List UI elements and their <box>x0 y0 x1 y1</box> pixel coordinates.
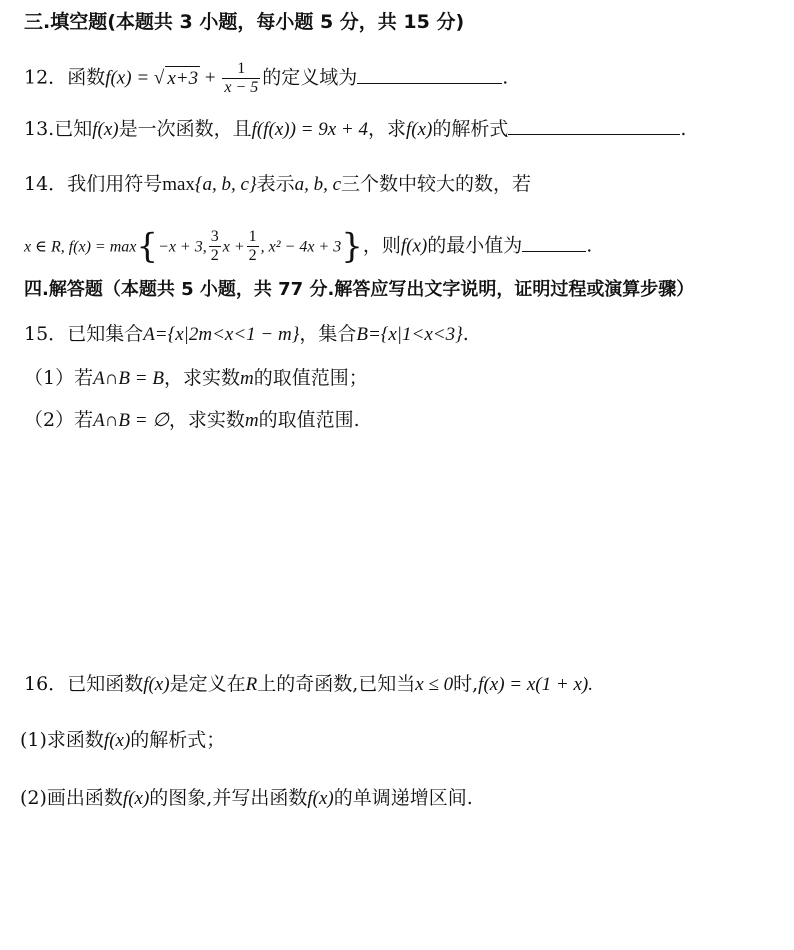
q16-cond: x ≤ 0 <box>415 674 454 695</box>
q14-f-num: 3 <box>210 228 219 245</box>
q14-fraction-3-2 <box>209 228 221 265</box>
q14-number: 14． <box>24 173 68 195</box>
q13-f2: f(f(x)) = 9x + 4 <box>251 119 368 140</box>
section-4-heading <box>24 278 694 302</box>
q15-p2-var: m <box>244 410 259 431</box>
q12-sqrt-content: x+3 <box>167 67 199 89</box>
q15-setB: B={x|1<x<3} <box>356 324 463 345</box>
q14-set: {a, b, c} <box>194 174 257 195</box>
question-16-part-1 <box>20 728 225 753</box>
q16-text1: 已知函数 <box>67 673 144 695</box>
q12-plus: + <box>200 67 221 89</box>
section-4-heading-text: 四.解答题（本题共 5 小题，共 77 分.解答应写出文字说明，证明过程或演算步骤） <box>24 279 695 300</box>
q16-p1-f: f(x) <box>103 730 131 751</box>
q16-p1-label: (1)求函数 <box>20 729 104 751</box>
q14-line2-lead: x ∈ R, f(x) = max <box>24 238 137 256</box>
q12-number: 12． <box>24 66 68 89</box>
question-14 <box>24 172 531 197</box>
q15-p1-text: ，求实数 <box>163 367 240 389</box>
q14-text3: 三个数中较大的数，若 <box>341 173 532 195</box>
q14-g-num: 1 <box>248 228 257 245</box>
q13-text1: 已知 <box>54 118 93 140</box>
q15-text2: ，集合 <box>299 323 357 345</box>
q14-f-den: 2 <box>210 247 219 264</box>
q16-R: R <box>245 674 258 695</box>
q16-p1-tail: 的解析式； <box>130 729 226 751</box>
q14-term2a: x + <box>222 238 245 256</box>
q16-text4: 时, <box>453 673 479 695</box>
q12-answer-blank[interactable] <box>357 65 502 84</box>
q16-text2: 是定义在 <box>169 673 246 695</box>
q12-frac-den: x − 5 <box>224 79 259 96</box>
question-15-part-2 <box>24 408 360 433</box>
section-3-heading-text: 三.填空题(本题共 3 小题，每小题 5 分，共 15 分) <box>24 11 465 33</box>
q16-p2-mid: 的图象,并写出函数 <box>149 787 308 809</box>
q15-p2-cond: A∩B = ∅ <box>93 410 169 431</box>
q15-number: 15． <box>24 323 68 345</box>
q13-text3: ，求 <box>368 118 407 140</box>
q16-p2-label: (2)画出函数 <box>20 787 123 809</box>
q14-end: . <box>586 234 593 257</box>
right-brace-icon: } <box>341 226 363 267</box>
q12-func: f(x) = <box>105 67 154 89</box>
question-14-line-2 <box>24 228 592 265</box>
q13-number: 13. <box>24 118 55 140</box>
q15-end: . <box>462 323 469 345</box>
q13-text2: 是一次函数，且 <box>118 118 252 140</box>
sqrt-sign: √ <box>153 67 165 89</box>
q12-end: . <box>502 66 509 89</box>
q14-term2b: , x² − 4x + 3 <box>260 238 342 256</box>
q16-number: 16． <box>24 673 68 695</box>
q12-frac-num: 1 <box>222 60 260 79</box>
q14-fx: f(x) <box>400 235 428 257</box>
section-3-heading <box>24 10 464 34</box>
q15-p1-cond: A∩B = B <box>93 368 164 389</box>
q14-text4: ，则 <box>362 234 401 257</box>
q15-text1: 已知集合 <box>67 323 144 345</box>
q13-text4: 的解析式 <box>432 118 509 140</box>
question-16 <box>24 672 593 697</box>
q14-vars: a, b, c <box>294 174 342 195</box>
q13-f3: f(x) <box>406 119 433 140</box>
q13-f1: f(x) <box>92 119 119 140</box>
question-15 <box>24 322 469 347</box>
q14-answer-blank[interactable] <box>522 233 586 252</box>
q16-text3: 上的奇函数,已知当 <box>257 673 416 695</box>
q16-p2-f2: f(x) <box>307 788 334 809</box>
question-15-part-1 <box>24 366 368 391</box>
q13-end: . <box>680 118 687 140</box>
q15-p2-tail: 的取值范围. <box>258 409 360 431</box>
q15-p1-var: m <box>239 368 254 389</box>
question-13 <box>24 116 686 142</box>
q14-max: max <box>162 174 195 195</box>
q12-tail: 的定义域为 <box>262 66 358 89</box>
q14-term1: −x + 3, <box>158 238 207 256</box>
q16-p2-f: f(x) <box>122 788 150 809</box>
q12-lead: 函数 <box>67 66 106 89</box>
q12-fraction <box>222 60 260 97</box>
q16-f1: f(x) <box>143 674 170 695</box>
q15-p1-tail: 的取值范围； <box>253 367 368 389</box>
q14-text2: 表示 <box>256 173 295 195</box>
question-12 <box>24 60 508 97</box>
q14-fraction-1-2 <box>247 228 259 265</box>
q15-p1-label: （1）若 <box>24 367 94 389</box>
left-brace-icon: { <box>136 226 159 267</box>
q14-text1: 我们用符号 <box>67 173 163 195</box>
q16-expr: f(x) = x(1 + x). <box>478 674 593 695</box>
q15-setA: A={x|2m<x<1 − m} <box>143 324 300 345</box>
q14-g-den: 2 <box>248 247 257 264</box>
q13-answer-blank[interactable] <box>508 116 680 135</box>
q15-p2-label: （2）若 <box>24 409 94 431</box>
q14-text5: 的最小值为 <box>427 234 523 257</box>
q16-p2-tail: 的单调递增区间. <box>333 787 473 809</box>
question-16-part-2 <box>20 786 473 811</box>
q15-p2-text: ，求实数 <box>168 409 245 431</box>
